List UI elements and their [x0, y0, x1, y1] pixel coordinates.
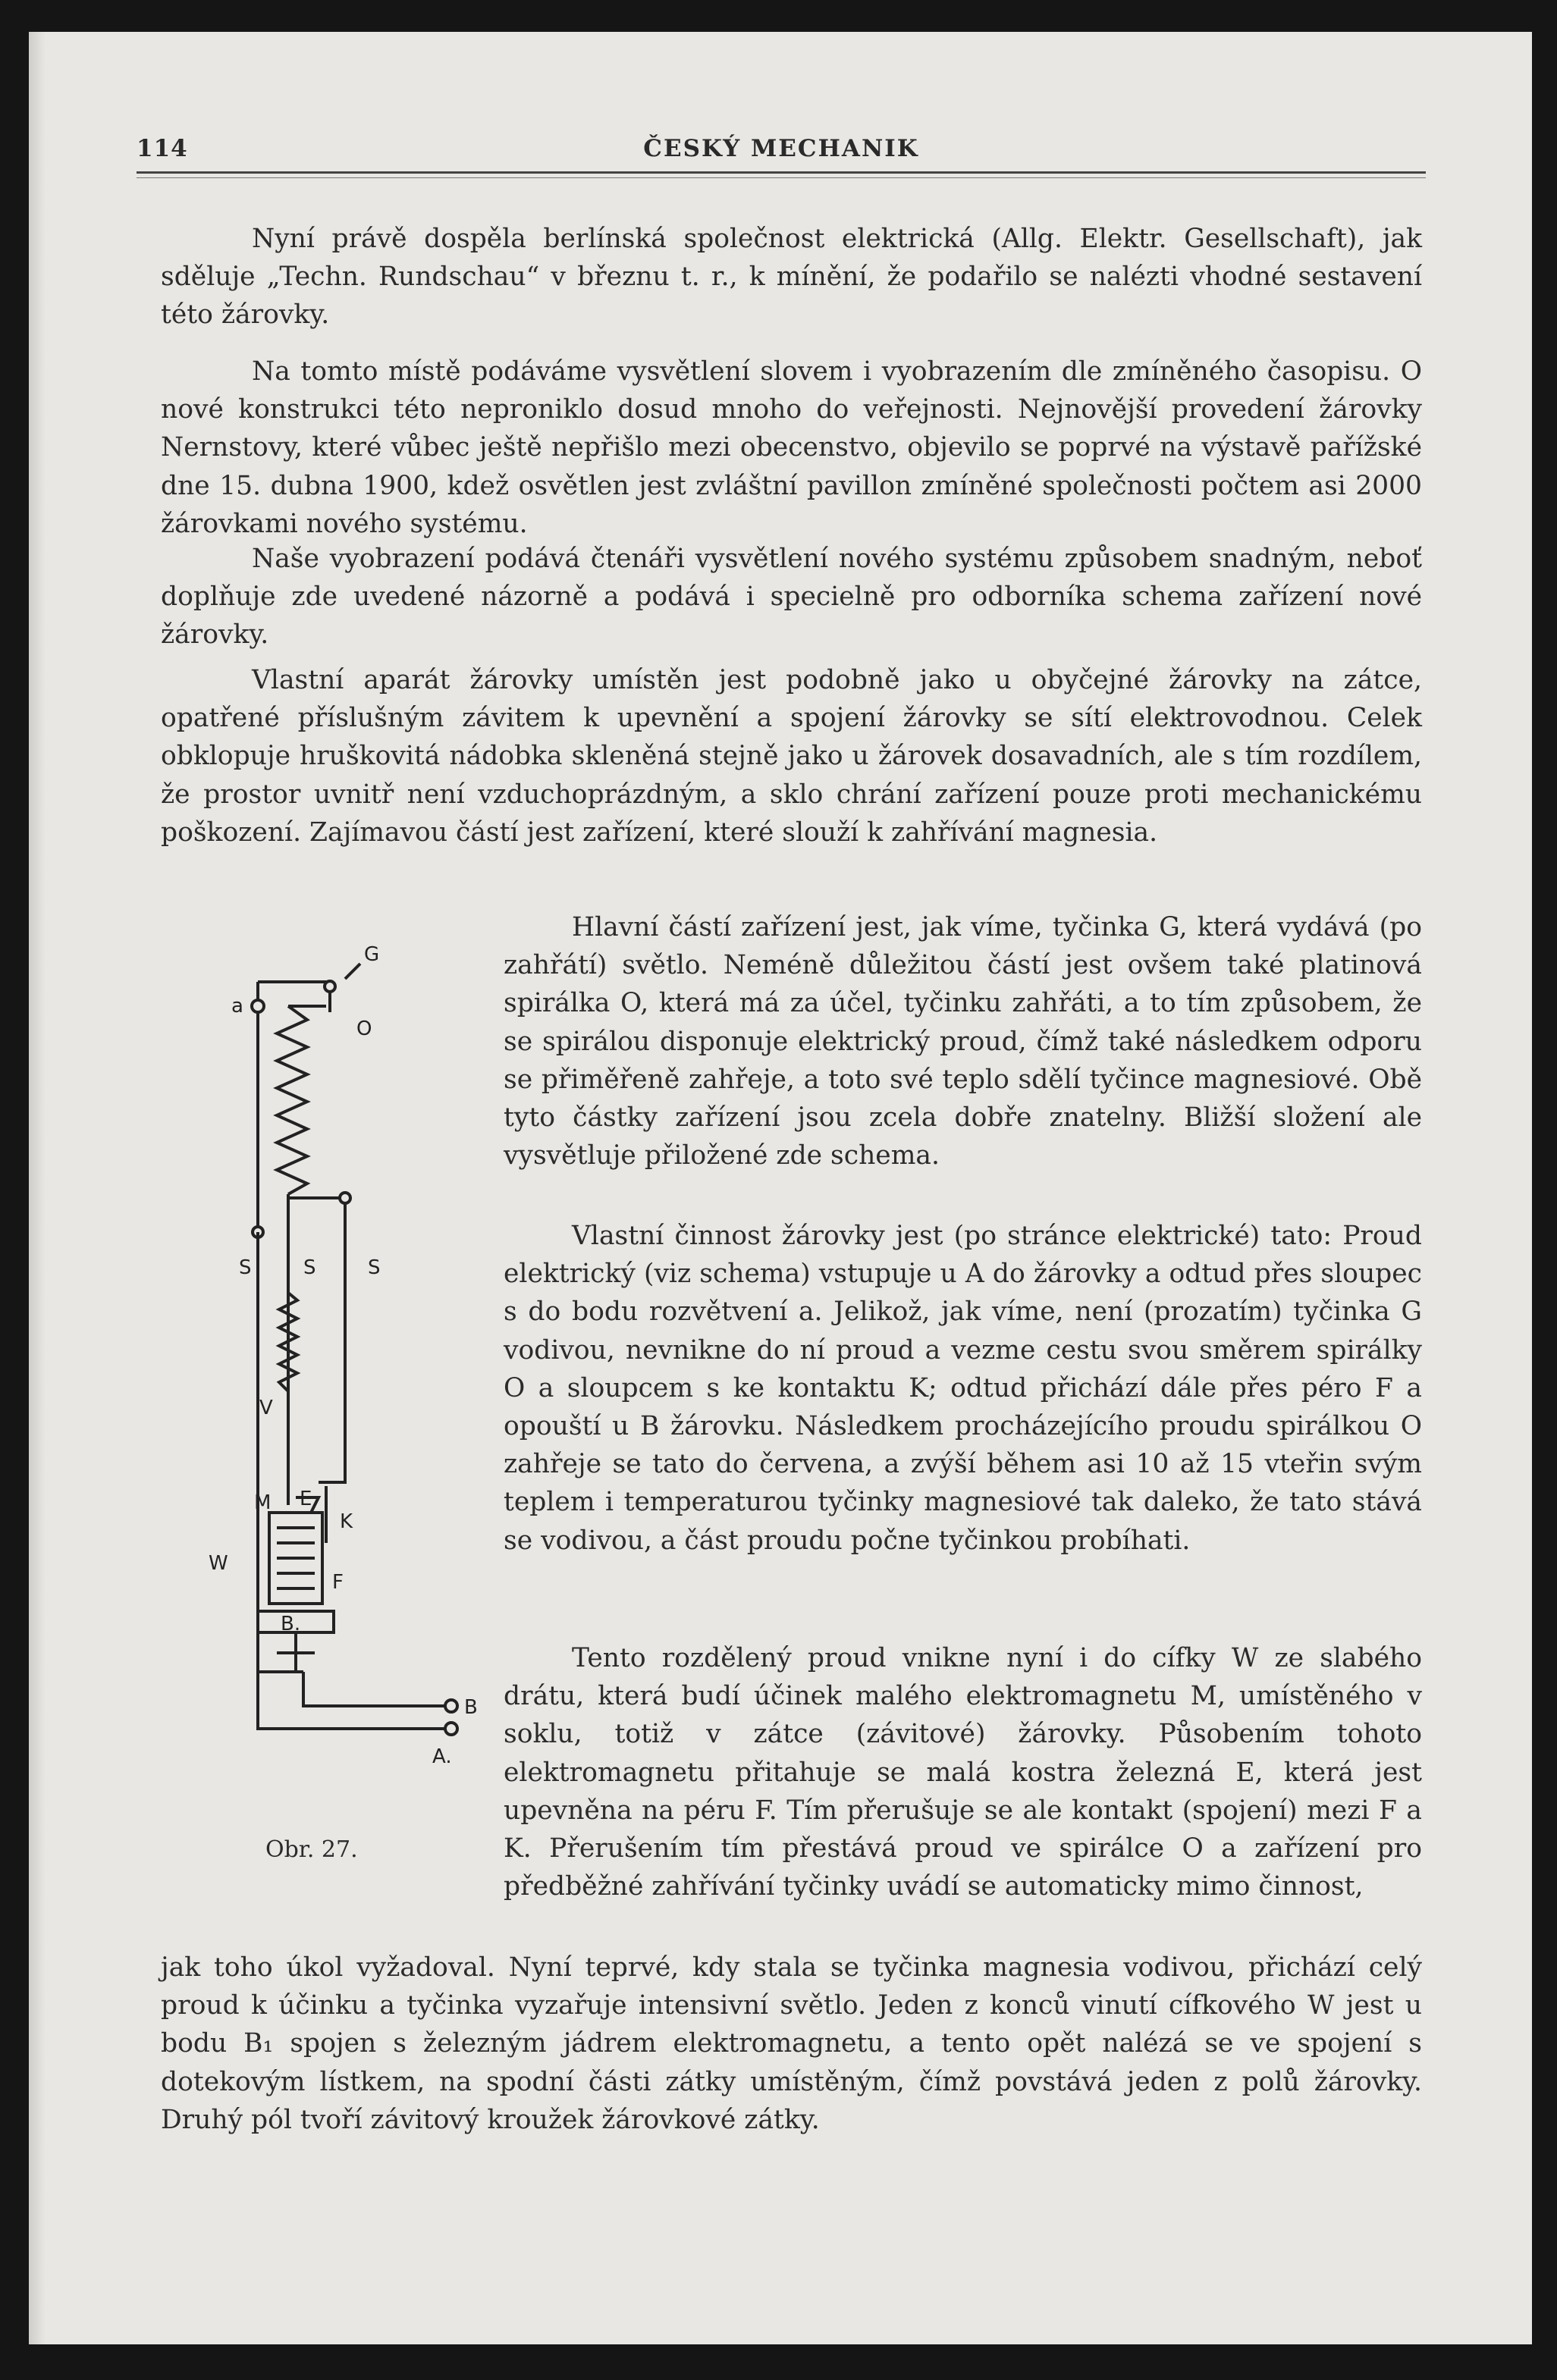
figure-schema	[205, 936, 485, 1839]
lamp-circuit-diagram	[205, 936, 485, 1839]
contact-k-wire	[319, 1437, 345, 1482]
spiral-o	[277, 1006, 307, 1194]
paragraph-1-text: Nyní právě dospěla berlínská společnost elektrická (Allg. Elektr. Gesellschaft), jak sděluje „Techn. Rundschau“ v březnu t. r., k mínění, že podařilo se nalézti vhodné sestavení této žárovky.	[161, 224, 1422, 331]
wire-to-a	[258, 1672, 447, 1729]
page-number: 114	[137, 135, 188, 162]
label-m: M	[254, 1491, 272, 1514]
header-rule	[137, 171, 1426, 174]
winding-w	[277, 1528, 315, 1588]
running-header	[137, 135, 1426, 165]
terminal-b	[445, 1700, 457, 1712]
label-o: O	[356, 1018, 372, 1040]
label-s-center: S	[303, 1256, 316, 1279]
label-w: W	[209, 1552, 228, 1575]
journal-title: ČESKÝ MECHANIK	[643, 135, 919, 162]
paragraph-7-continuation	[161, 1949, 1422, 2139]
label-s-right: S	[368, 1256, 381, 1279]
node-a	[252, 1000, 264, 1012]
label-b1: B.	[281, 1613, 301, 1635]
wire-to-b	[303, 1672, 447, 1706]
paragraph-7	[504, 1639, 1422, 1950]
label-f: F	[332, 1571, 344, 1594]
header-rule-thin	[137, 177, 1426, 178]
label-g: G	[364, 943, 380, 966]
paragraph-5-text: Hlavní částí zařízení jest, jak víme, tyčinka G, která vydává (po zahřátí) světlo. Neméně důležitou částí jest ovšem také platinová spirálka O, která má za účel, tyčinku zahřáti, a to tím způsobem, že se spirálou disponuje elektrický proud, čímž také následkem odporu se přiměřeně zahřeje, a toto své teplo sdělí tyčince magnesiové. Obě tyto částky zařízení jsou zcela dobře znatelny. Bližší složení ale vysvětluje přiložené zde schema.	[504, 912, 1422, 1171]
label-v: V	[259, 1397, 273, 1419]
paragraph-5	[504, 908, 1422, 1174]
label-a: a	[231, 995, 243, 1018]
label-k: K	[340, 1510, 353, 1533]
paragraph-7-continuation-text: jak toho úkol vyžadoval. Nyní teprvé, kdy stala se tyčinka magnesia vodivou, přichází celý proud k účinku a tyčinka vyzařuje intensivní světlo. Jeden z konců vinutí cífkového W jest u bodu B₁ spojen s železným jádrem elektromagnetu, a tento opět nalézá se ve spojení s dotekovým lístkem, na spodní části zátky umístěným, čímž povstává jeden z polů žárovky. Druhý pól tvoří závitový kroužek žárovkové zátky.	[161, 1952, 1422, 2135]
label-g-pointer	[345, 964, 360, 979]
paragraph-6	[504, 1217, 1422, 1560]
label-e: E	[300, 1488, 312, 1510]
terminal-a	[445, 1723, 457, 1735]
figure-caption: Obr. 27.	[265, 1836, 358, 1863]
right-node	[340, 1193, 350, 1203]
paragraph-4	[161, 661, 1422, 851]
paragraph-1	[161, 220, 1422, 334]
paragraph-4-text: Vlastní aparát žárovky umístěn jest podobně jako u obyčejné žárovky na zátce, opatřené příslušným závitem k upevnění a spojení žárovky se sítí elektrovodnou. Celek obklopuje hruškovitá nádobka skleněná stejně jako u žárovek dosavadních, ale s tím rozdílem, že prostor uvnitř není vzduchoprázdným, a sklo chrání zařízení pouze proti mechanickému poškození. Zajímavou částí jest zařízení, které slouží k zahřívání magnesia.	[161, 665, 1422, 848]
label-b: B	[464, 1696, 478, 1719]
paragraph-2-text: Na tomto místě podáváme vysvětlení slovem i vyobrazením dle zmíněného časopisu. O nové konstrukci této neproniklo dosud mnoho do veřejnosti. Nejnovější provedení žárovky Nernstovy, které vůbec ještě nepřišlo mezi obecenstvo, objevilo se poprvé na výstavě pařížské dne 15. dubna 1900, kdež osvětlen jest zvláštní pavillon zmíněné společnosti počtem asi 2000 žárovkami nového systému.	[161, 356, 1422, 539]
paragraph-6-text: Vlastní činnost žárovky jest (po stránce elektrické) tato: Proud elektrický (viz schema) vstupuje u A do žárovky a odtud přes sloupec s do bodu rozvětvení a. Jelikož, jak víme, není (prozatím) tyčinka G vodivou, nevnikne do ní proud a vezme cestu svou směrem spirálky O a sloupcem s ke kontaktu K; odtud přichází dále přes péro F a opouští u B žárovku. Následkem procházejícího proudu spirálkou O zahřeje se tato do červena, a zvýší během asi 10 až 15 vteřin svým teplem i temperaturou tyčinky magnesiové tak daleko, že tato stává se vodivou, a část proudu počne tyčinkou probíhati.	[504, 1221, 1422, 1556]
paragraph-3	[161, 540, 1422, 654]
scan-edge	[29, 32, 46, 2344]
label-s-left: S	[239, 1256, 252, 1279]
paragraph-7-text: Tento rozdělený proud vnikne nyní i do cífky W ze slabého drátu, která budí účinek malého elektromagnetu M, umístěného v soklu, totiž v zátce (závitové) žárovky. Působením tohoto elektromagnetu přitahuje se malá kostra železná E, která jest upevněna na péru F. Tím přerušuje se ale kontakt (spojení) mezi F a K. Přerušením tím přestává proud ve spirálce O a zařízení pro předběžné zahřívání tyčinky uvádí se automaticky mimo činnost,	[504, 1643, 1422, 1902]
label-a-terminal: A.	[432, 1745, 452, 1768]
socket-plate	[277, 1632, 315, 1653]
paragraph-3-text: Naše vyobrazení podává čtenáři vysvětlení nového systému způsobem snadným, neboť doplňuje zde uvedené názorně a podává i specielně pro odborníka schema zařízení nové žárovky.	[161, 544, 1422, 651]
rod-g-top	[325, 981, 335, 992]
paragraph-2	[161, 353, 1422, 543]
